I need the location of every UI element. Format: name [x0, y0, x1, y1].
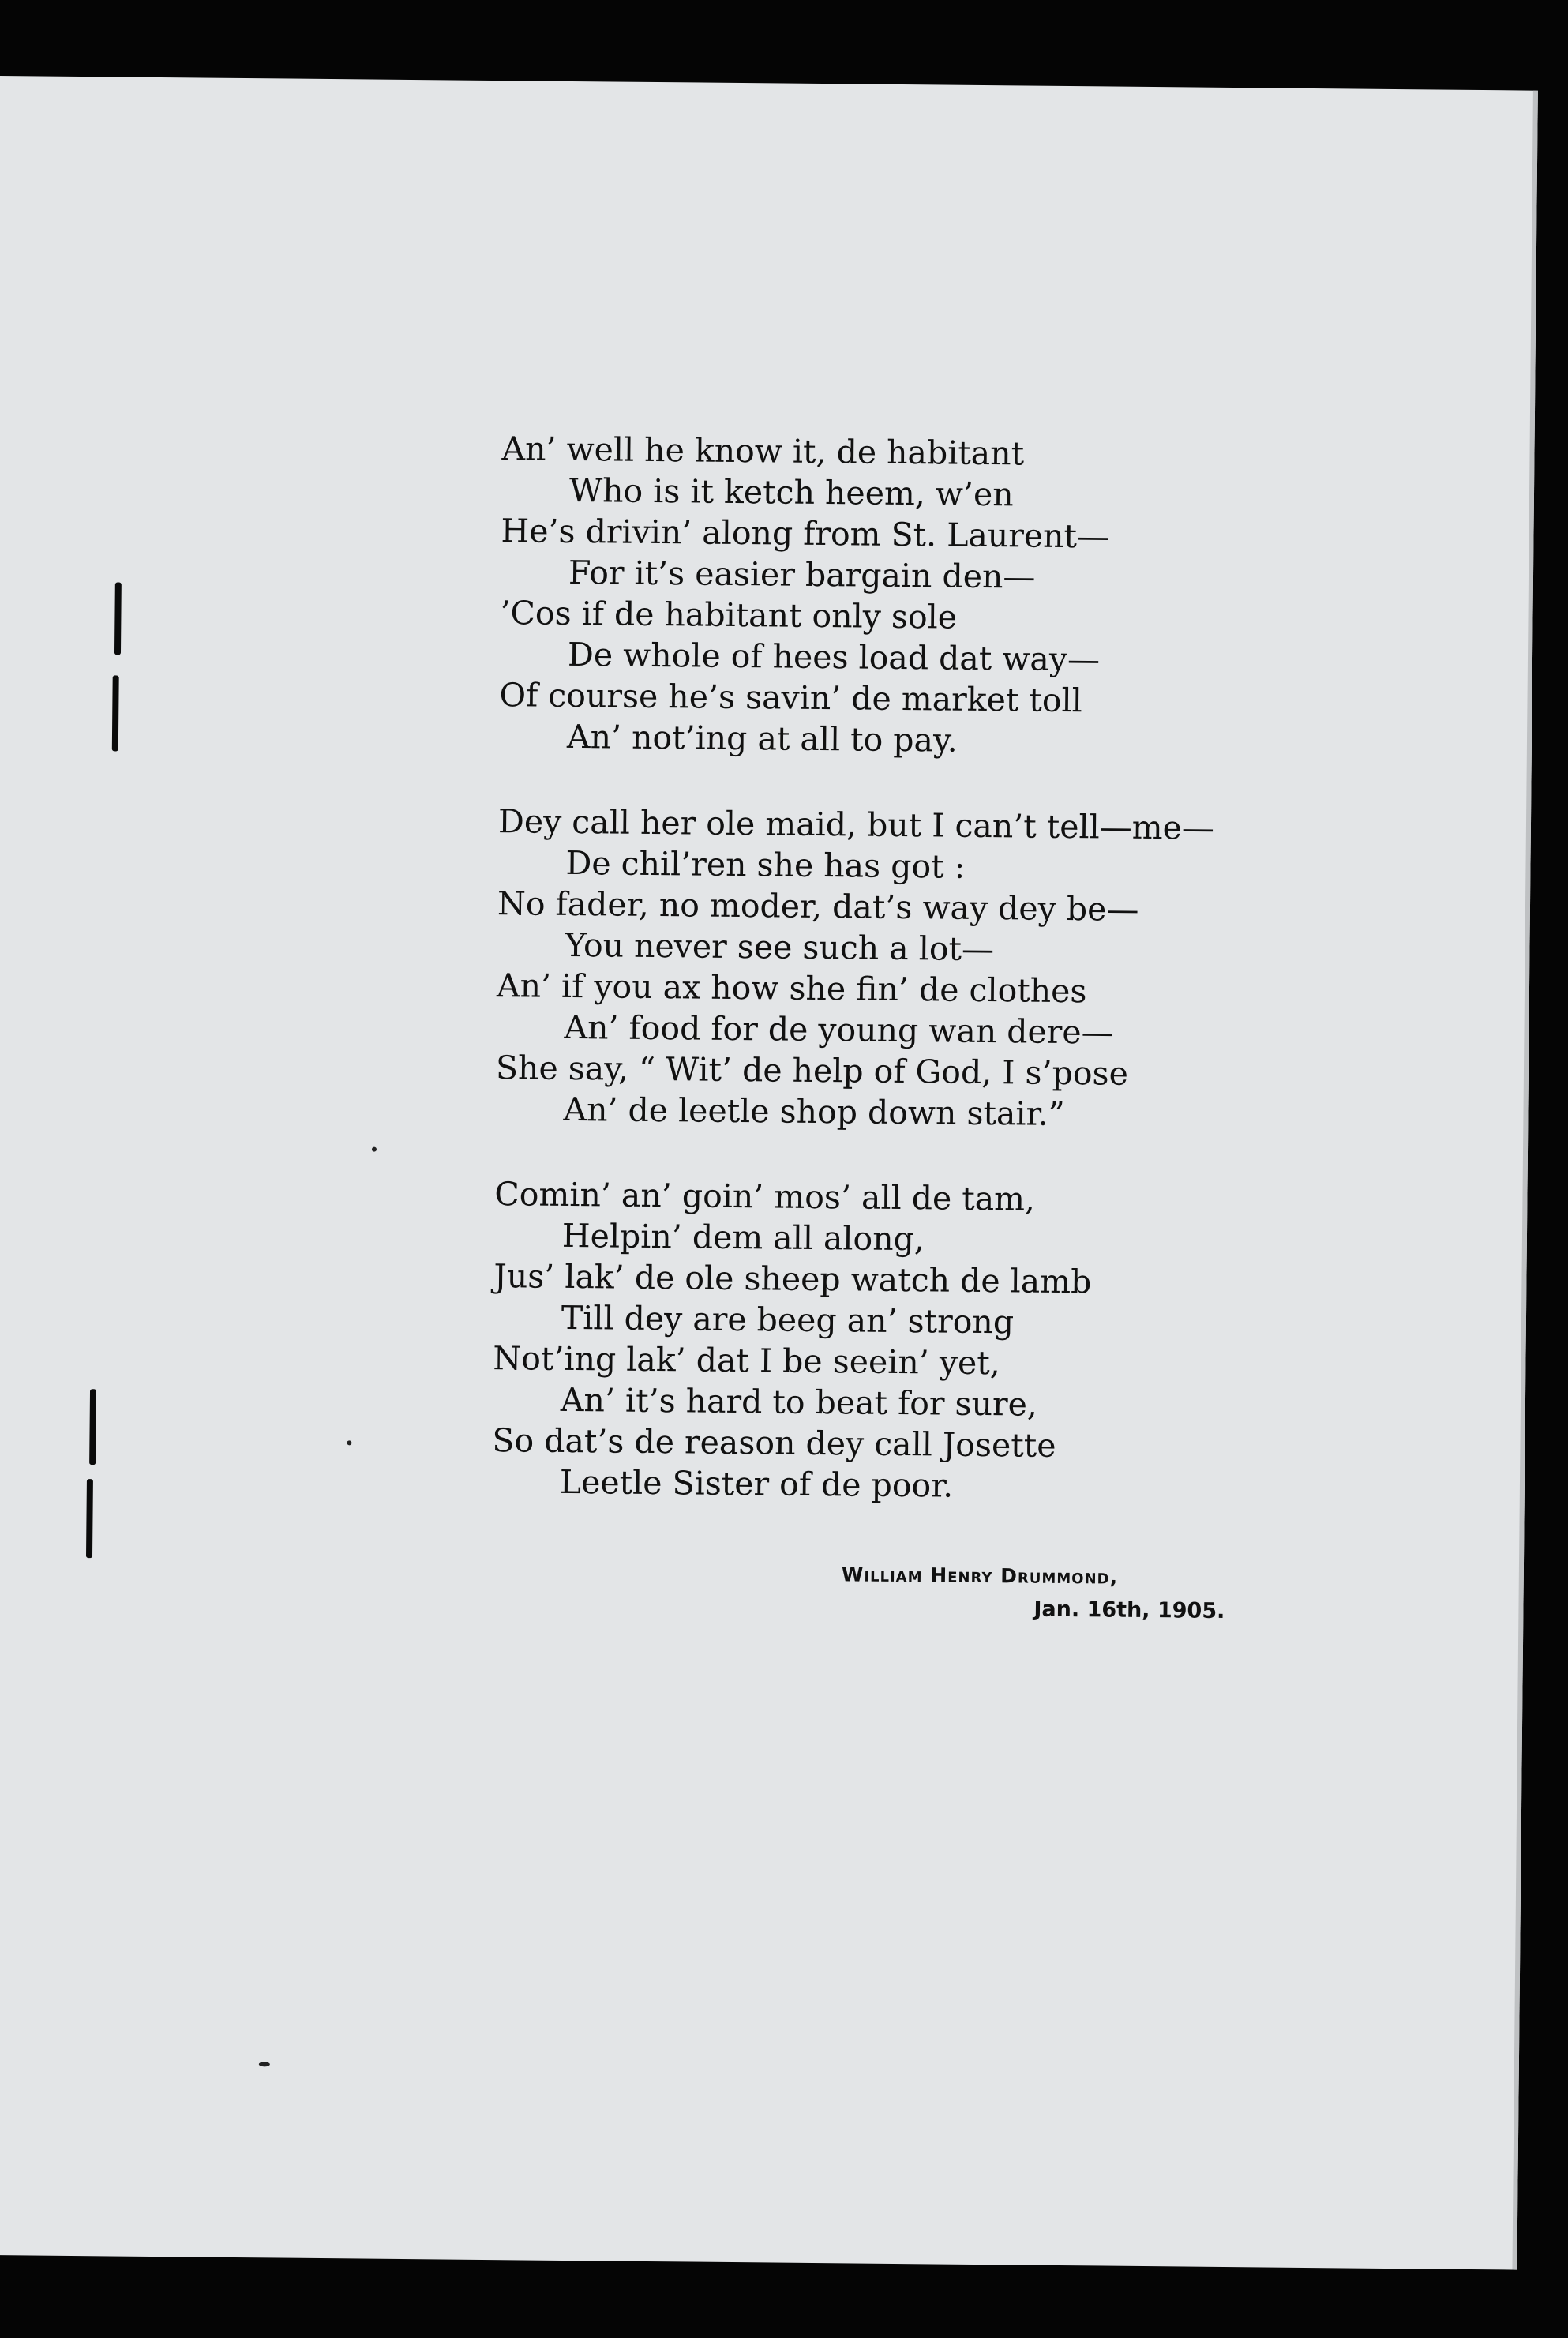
poem-line: For it’s easier bargain den— — [568, 553, 1036, 596]
poem-line: Of course he’s savin’ de market toll — [499, 676, 1082, 720]
poem-line: De whole of hees load dat way— — [567, 635, 1101, 679]
speck — [259, 2062, 270, 2066]
stanza — [499, 428, 1213, 764]
poem-line: An’ it’s hard to beat for sure, — [560, 1380, 1038, 1424]
speck — [347, 1440, 351, 1445]
poem-line: De chil’ren she has got : — [565, 843, 966, 886]
poem-line: An’ not’ing at all to pay. — [566, 717, 958, 760]
poem-line: Dey call her ole maid, but I can’t tell—me— — [497, 802, 1215, 847]
poem-line: An’ de leetle shop down stair.” — [563, 1090, 1065, 1134]
signature-block — [841, 1559, 1225, 1629]
stanza — [492, 1173, 1206, 1509]
margin-mark — [89, 1389, 96, 1465]
poem-line: An’ well he know it, de habitant — [501, 430, 1025, 473]
poem-line: So dat’s de reason dey call Josette — [492, 1421, 1056, 1465]
poem — [491, 428, 1213, 1553]
poem-line: Helpin’ dem all along, — [561, 1216, 925, 1259]
poem-line: You never see such a lot— — [565, 925, 995, 969]
document-page — [0, 76, 1538, 2270]
poem-line: No fader, no moder, dat’s way dey be— — [497, 884, 1139, 929]
poem-line: Leetle Sister of de poor. — [559, 1462, 954, 1505]
poem-line: He’s drivin’ along from St. Laurent— — [501, 512, 1110, 556]
poem-line: An’ if you ax how she fin’ de clothes — [496, 966, 1087, 1011]
poem-line: Not’ing lak’ dat I be seein’ yet, — [493, 1339, 1001, 1383]
poem-line: An’ food for de young wan dere— — [564, 1008, 1114, 1052]
signature-date: Jan. 16th, 1905. — [1033, 1597, 1225, 1623]
poem-line: Comin’ an’ goin’ mos’ all de tam, — [494, 1175, 1036, 1218]
poem-line: Who is it ketch heem, w’en — [568, 471, 1014, 514]
margin-mark — [114, 582, 122, 655]
poem-line: Till dey are beeg an’ strong — [561, 1298, 1015, 1342]
poem-line: She say, “ Wit’ de help of God, I s’pose — [495, 1049, 1129, 1093]
poem-line: ’Cos if de habitant only sole — [500, 594, 958, 636]
poem-line: Jus’ lak’ de ole sheep watch de lamb — [493, 1257, 1092, 1301]
author-name: William Henry Drummond, — [841, 1563, 1119, 1589]
stanza — [495, 801, 1215, 1136]
speck — [372, 1147, 377, 1152]
margin-mark — [86, 1479, 93, 1558]
margin-mark — [112, 675, 119, 751]
